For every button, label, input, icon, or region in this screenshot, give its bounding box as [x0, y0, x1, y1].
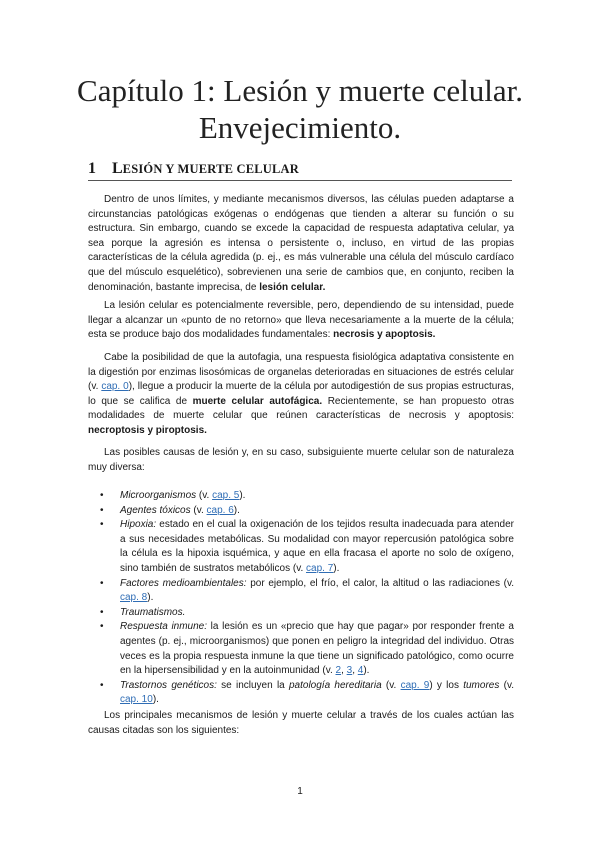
- paragraph-1-end: .: [322, 281, 326, 293]
- list-item: [88, 518, 514, 576]
- paragraph-4: Las posibles causas de lesión y, en su caso, subsiguiente muerte celular son de naturaleza muy diversa:: [88, 447, 514, 473]
- cause-text-end: ).: [333, 562, 340, 574]
- paragraph-1: [88, 193, 514, 295]
- bullet: •: [100, 679, 104, 691]
- xref-cap-7[interactable]: cap. 7: [306, 562, 334, 574]
- list-item: [88, 606, 514, 621]
- cause-text: (v.: [381, 679, 401, 691]
- cause-text-end: ).: [233, 504, 240, 516]
- list-item: [88, 489, 514, 504]
- cause-text: ) y los: [429, 679, 464, 691]
- bullet: •: [100, 504, 104, 516]
- xref-cap-0[interactable]: cap. 0: [101, 381, 129, 393]
- paragraph-2-text: La lesión celular es potencialmente reversible, pero, dependiendo de su intensidad, puede llegar a alcanzar un «punto de no retorno» que lleva necesariamente a la muerte de la célula; esta se produce bajo dos modalidades fundamentales:: [88, 300, 514, 341]
- term-tumores: tumores: [463, 679, 500, 691]
- xref-cap-8[interactable]: cap. 8: [120, 592, 148, 604]
- list-item: [88, 679, 514, 708]
- bullet: •: [100, 519, 104, 531]
- section-heading: [88, 159, 299, 179]
- bullet: •: [100, 490, 104, 501]
- paragraph-3-text-a: Cabe la posibilidad de que la autofagia, una respuesta fisiológica adaptativa consistente en la digestión por enzimas lisosómicas de organelas deterioradas en situaciones de estrés celular (v.: [88, 352, 514, 393]
- cause-text-end: ).: [239, 490, 246, 501]
- cause-term: Factores medioambientales:: [120, 577, 247, 589]
- list-item: [88, 504, 514, 519]
- causes-list: [88, 489, 514, 708]
- cause-text-end: ).: [152, 694, 159, 706]
- xref-cap-10[interactable]: cap. 10: [120, 694, 153, 706]
- cause-text: (v.: [190, 504, 207, 516]
- paragraph-3-text-c: Recientemente, se han propuesto otras modalidades de muerte celular que reúnen características de necrosis y apoptosis:: [88, 395, 514, 422]
- cause-text: (v.: [196, 490, 213, 501]
- cause-term: Respuesta inmune:: [120, 621, 208, 633]
- list-item: [88, 577, 514, 606]
- term-lesion-celular: lesión celular: [259, 281, 323, 293]
- paragraph-1-block: [88, 193, 514, 295]
- chapter-title: Capítulo 1: Lesión y muerte celular. Envejecimiento.: [77, 73, 523, 145]
- paragraph-3-block: [88, 351, 514, 439]
- xref-cap-9[interactable]: cap. 9: [400, 679, 430, 691]
- cause-term: Trastornos genéticos:: [120, 679, 217, 691]
- list-item: • Respuesta inmune: la lesión es un «precio que hay que pagar» por responder frente a agentes (p. ej., microorganismos) que ponen en peligro la integridad del individuo. Otras veces es la propia respuesta inmune la que tiene un significado patológico, como ocurre en la hipersensibilidad y en la autoinmunidad (v. 2, 3, 4).: [100, 621, 514, 677]
- cause-text-end: ).: [147, 592, 154, 604]
- paragraph-4-block: [88, 446, 514, 475]
- cause-term: Hipoxia:: [120, 519, 157, 531]
- paragraph-1-text: Dentro de unos límites, y mediante mecanismos diversos, las células pueden adaptarse a circunstancias patológicas exógenas o endógenas que tienden a alterar su función o su estructura. Sin embargo, cuando se excede la capacidad de respuesta adaptativa celular, ya sea porque la agresión es intensa o persistente o, incluso, en virtud de las propias características de la célula agredida (p. ej., es más vulnerable una célula del músculo cardíaco que del músculo esquelético), sobrevienen una serie de cambios que, en conjunto, reciben la denominación, bastante imprecisa, de: [88, 194, 514, 293]
- xref-cap-4[interactable]: 4: [357, 665, 364, 677]
- page-number: 1: [297, 786, 303, 797]
- paragraph-3: [88, 351, 514, 439]
- bullet: •: [100, 621, 104, 633]
- paragraph-5-block: [88, 709, 514, 738]
- paragraph-2-block: [88, 299, 514, 343]
- cause-text: se incluyen la: [216, 679, 289, 691]
- xref-cap-5[interactable]: cap. 5: [212, 490, 240, 501]
- term-muerte-autofagica: muerte celular autofágica.: [192, 395, 323, 407]
- cause-term: Traumatismos.: [120, 606, 186, 618]
- cause-text-end: ).: [363, 665, 370, 677]
- section-title-initial: L: [112, 160, 123, 177]
- xref-cap-3[interactable]: 3: [346, 665, 353, 677]
- cause-term: Agentes tóxicos: [120, 504, 191, 516]
- term-patologia-hereditaria: patología hereditaria: [289, 679, 382, 691]
- xref-cap-2[interactable]: 2: [335, 665, 342, 677]
- bullet: •: [100, 606, 104, 618]
- paragraph-3-text-b: ), llegue a producir la muerte de la célula por autodigestión de sus propias estructuras, lo que se califica de: [88, 381, 514, 407]
- section-underline: [88, 180, 512, 181]
- paragraph-2: [88, 299, 514, 343]
- cause-text: por ejemplo, el frío, el calor, la altitud o las radiaciones (v.: [246, 577, 514, 589]
- cause-term: Microorganismos: [120, 490, 197, 501]
- causes-list-block: [88, 489, 514, 708]
- cause-text: estado en el cual la oxigenación de los tejidos resulta inadecuada para atender a sus necesidades metabólicas. Su modalidad con mayor repercusión patológica sobre la célula es la hipoxia isquémica, y aque en ella fracasa el aporte no solo de oxígeno, sino también de sustratos metabólicos (v.: [120, 519, 514, 574]
- section-number: 1: [88, 160, 96, 177]
- cause-text: (v.: [499, 679, 514, 691]
- xref-cap-6[interactable]: cap. 6: [206, 504, 234, 516]
- bullet: •: [100, 577, 104, 589]
- section-title-rest: ESIÓN Y MUERTE CELULAR: [122, 162, 299, 176]
- cause-text: la lesión es un «precio que hay que pagar» por responder frente a agentes (p. ej., microorganismos) que ponen en peligro la integridad del individuo. Otras veces es la propia respuesta inmune la que tiene un significado patológico, como ocurre en la hipersensibilidad y en la autoinmunidad (v.: [120, 621, 514, 677]
- term-necrosis-apoptosis: necrosis y apoptosis.: [333, 329, 436, 341]
- term-necroptosis-piroptosis: necroptosis y piroptosis.: [88, 424, 207, 436]
- paragraph-5: Los principales mecanismos de lesión y muerte celular a través de los cuales actúan las causas citadas son los siguientes:: [88, 710, 514, 736]
